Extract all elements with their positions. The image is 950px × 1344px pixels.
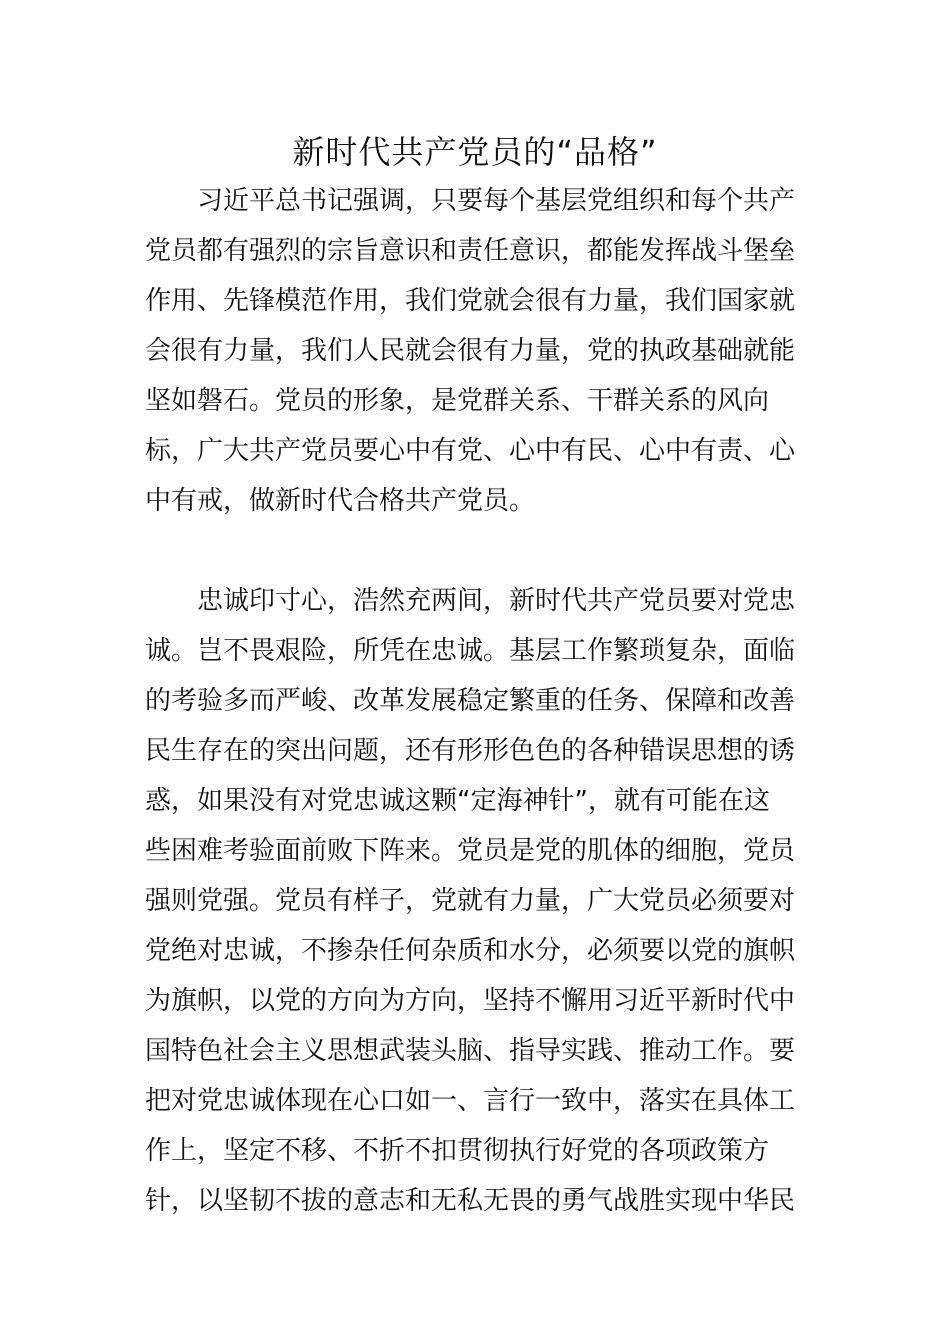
document-title: 新时代共产党员的“品格” [292, 133, 658, 171]
paragraph-line: 民生存在的突出问题，还有形形色色的各种错误思想的诱 [145, 736, 796, 766]
paragraph-line: 中有戒，做新时代合格共产党员。 [145, 486, 536, 516]
paragraph-line: 习近平总书记强调，只要每个基层党组织和每个共产 [197, 186, 796, 216]
paragraph-line: 标，广大共产党员要心中有党、心中有民、心中有责、心 [145, 436, 796, 466]
paragraph-line: 坚如磐石。党员的形象，是党群关系、干群关系的风向 [145, 386, 770, 416]
paragraph-line: 党绝对忠诚，不掺杂任何杂质和水分，必须要以党的旗帜 [145, 936, 796, 966]
paragraph-line: 作用、先锋模范作用，我们党就会很有力量，我们国家就 [145, 286, 796, 316]
paragraph-line: 会很有力量，我们人民就会很有力量，党的执政基础就能 [145, 336, 796, 366]
paragraph-line: 惑，如果没有对党忠诚这颗“定海神针”，就有可能在这 [145, 786, 770, 816]
paragraph-line: 的考验多而严峻、改革发展稳定繁重的任务、保障和改善 [145, 686, 796, 716]
paragraph-line: 党员都有强烈的宗旨意识和责任意识，都能发挥战斗堡垒 [145, 236, 796, 266]
paragraph-line: 诚。岂不畏艰险，所凭在忠诚。基层工作繁琐复杂，面临 [145, 636, 796, 666]
paragraph-1 [145, 176, 807, 526]
paragraph-line: 针，以坚韧不拔的意志和无私无畏的勇气战胜实现中华民 [145, 1186, 796, 1216]
paragraph-line: 把对党忠诚体现在心口如一、言行一致中，落实在具体工 [145, 1086, 796, 1116]
paragraph-line: 作上，坚定不移、不折不扣贯彻执行好党的各项政策方 [145, 1136, 770, 1166]
paragraph-line: 忠诚印寸心，浩然充两间，新时代共产党员要对党忠 [197, 586, 796, 616]
paragraph-2 [145, 576, 807, 1226]
paragraph-line: 为旗帜，以党的方向为方向，坚持不懈用习近平新时代中 [145, 986, 796, 1016]
paragraph-line: 国特色社会主义思想武装头脑、指导实践、推动工作。要 [145, 1036, 796, 1066]
paragraph-line: 些困难考验面前败下阵来。党员是党的肌体的细胞，党员 [145, 836, 796, 866]
paragraph-line: 强则党强。党员有样子，党就有力量，广大党员必须要对 [145, 886, 796, 916]
